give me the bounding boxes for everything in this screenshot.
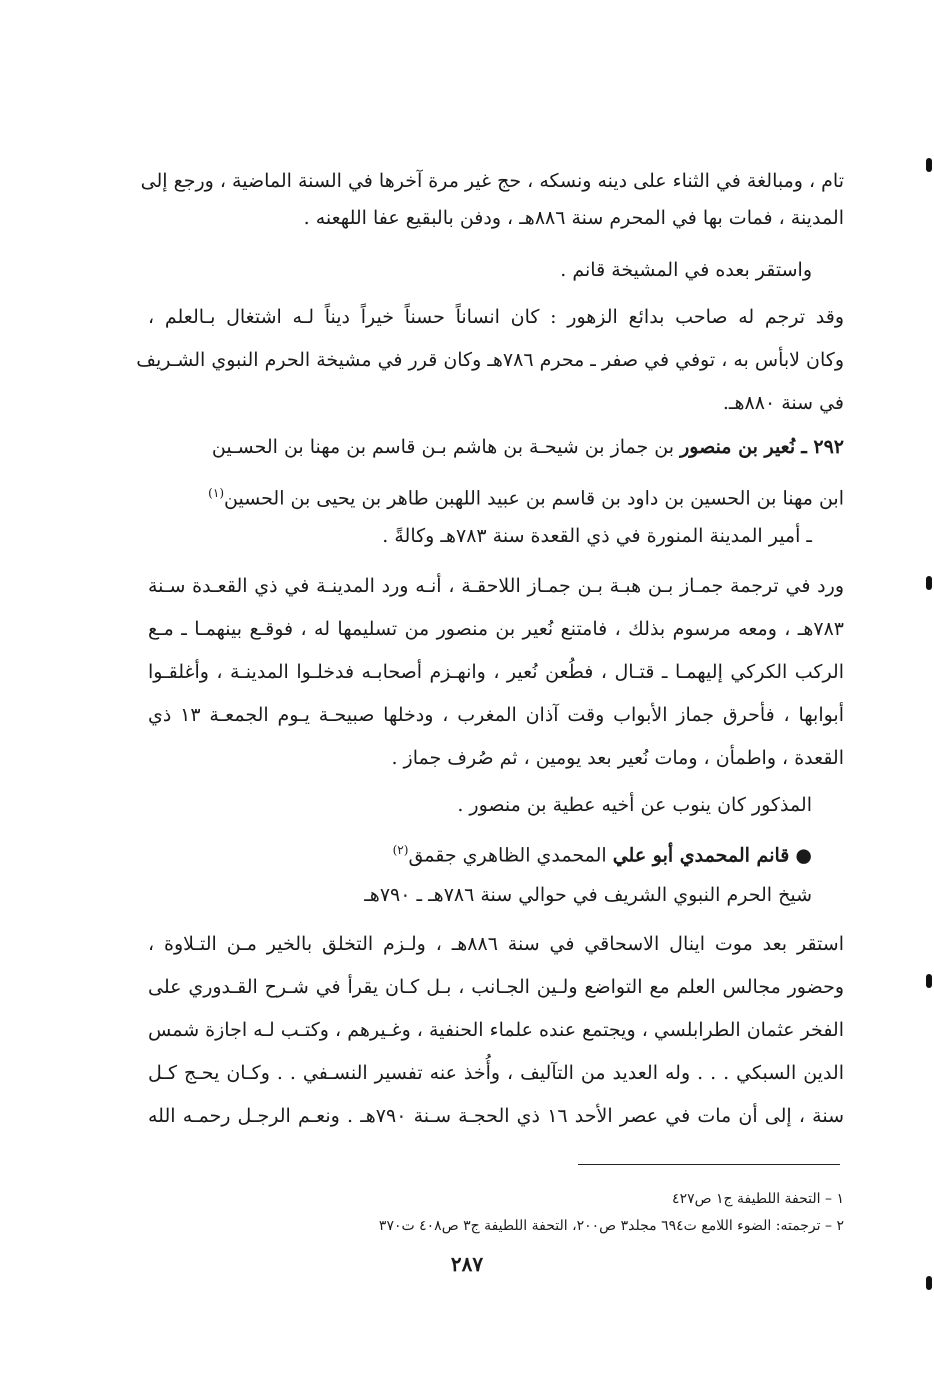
margin-dot — [926, 1276, 932, 1290]
text-line: الركب الكركي إليهمـا ـ قتـال ، فطُعن نُعير ، وانهـزم أصحابـه فدخلـوا المدينـة ، وأغلقـوا — [148, 661, 844, 683]
text-line: القعدة ، واطمأن ، ومات نُعير بعد يومين ، ثم صُرف جماز . — [391, 747, 844, 769]
text-line: استقر بعد موت اينال الاسحاقي في سنة ٨٨٦هـ ، ولـزم التخلق بالخير مـن التـلاوة ، — [148, 933, 844, 955]
text-line: ورد في ترجمة جمـاز بـن هبـة بـن جمـاز اللاحقـة ، أنـه ورد المدينـة في ذي القعـدة سـنة — [148, 575, 844, 597]
main-text — [136, 0, 844, 1140]
text-line: المذكور كان ينوب عن أخيه عطية بن منصور . — [457, 794, 812, 816]
footnote: ١ – التحفة اللطيفة ج١ ص٤٢٧ — [672, 1191, 844, 1207]
text-line — [148, 478, 844, 508]
text-line: وكان لابأس به ، توفي في صفر ـ محرم ٧٨٦هـ وكان قرر في مشيخة الحرم النبوي الشـريف — [136, 349, 844, 371]
text-line: الدين السبكي . . . وله العديد من التآليف ، وأُخذ عنه تفسير النسـفي . . وكـان يحـج كـل — [148, 1062, 844, 1084]
page-number: ٢٨٧ — [450, 1252, 484, 1276]
text-line: تام ، ومبالغة في الثناء على دينه ونسكه ، حج غير مرة آخرها في السنة الماضية ، ورجع إلى — [140, 170, 844, 192]
text-line: سنة ، إلى أن مات في عصر الأحد ١٦ ذي الحجـة سـنة ٧٩٠هـ . ونعـم الرجـل رحمـه الله — [148, 1105, 844, 1127]
entry-lineage-cont: ابن مهنا بن الحسين بن داود بن قاسم بن عبيد اللهبن طاهر بن يحيى بن الحسين — [224, 487, 844, 510]
text-line: المدينة ، فمات بها في المحرم سنة ٨٨٦هـ ، ودفن بالبقيع عفا اللهعنه . — [303, 207, 844, 229]
text-line: وقد ترجم له صاحب بدائع الزهور : كان انساناً حسناً خيراً ديناً لـه اشتغال بـالعلم ، — [148, 306, 844, 328]
footnote-marker: (١) — [208, 486, 224, 500]
sub-heading-rest: المحمدي الظاهري جقمق — [408, 844, 607, 867]
footnote-divider — [578, 1164, 840, 1165]
entry-name: نُعير بن منصور — [680, 436, 796, 458]
text-line: ٧٨٣هـ ، ومعه مرسوم بذلك ، فامتنع نُعير بن منصور من تسليمها له ، فوقـع بينهمـا ـ مـع — [148, 618, 844, 640]
margin-dot — [926, 576, 932, 590]
text-line: واستقر بعده في المشيخة قانم . — [560, 259, 812, 281]
text-line: ـ أمير المدينة المنورة في ذي القعدة سنة ٧٨٣هـ وكالةً . — [382, 525, 812, 547]
text-line: في سنة ٨٨٠هـ. — [722, 392, 844, 414]
bullet-icon: ● — [795, 844, 812, 867]
sub-heading — [148, 835, 844, 865]
text-line: شيخ الحرم النبوي الشريف في حوالي سنة ٧٨٦هـ ـ ٧٩٠هـ — [364, 884, 812, 906]
entry-lineage: بن جماز بن شيحـة بن هاشم بـن قاسم بن مهنا بن الحسـين — [211, 436, 675, 458]
margin-dot — [926, 974, 932, 988]
footnote-marker: (٢) — [392, 843, 409, 857]
footnote: ٢ – ترجمته: الضوء اللامع ت٦٩٤ مجلد٣ ص٢٠٠، التحفة اللطيفة ج٣ ص٤٠٨ ت٣٧٠ — [378, 1218, 844, 1234]
sub-heading-name: قانم المحمدي أبو علي — [612, 844, 790, 867]
text-line: الفخر عثمان الطرابلسي ، ويجتمع عنده علماء الحنفية ، وغـيرهم ، وكتـب لـه اجازة شمس — [148, 1019, 844, 1041]
text-line: وحضور مجالس العلم مع التواضع ولـين الجـانب ، بـل كـان يقرأ في شـرح القـدوري على — [148, 976, 844, 998]
margin-dot — [926, 158, 932, 172]
entry-number: ٢٩٢ ـ — [801, 436, 844, 458]
text-line: أبوابها ، فأحرق جماز الأبواب وقت آذان المغرب ، ودخلها صبيحـة يـوم الجمعـة ١٣ ذي — [148, 704, 844, 726]
entry-heading — [148, 432, 844, 462]
